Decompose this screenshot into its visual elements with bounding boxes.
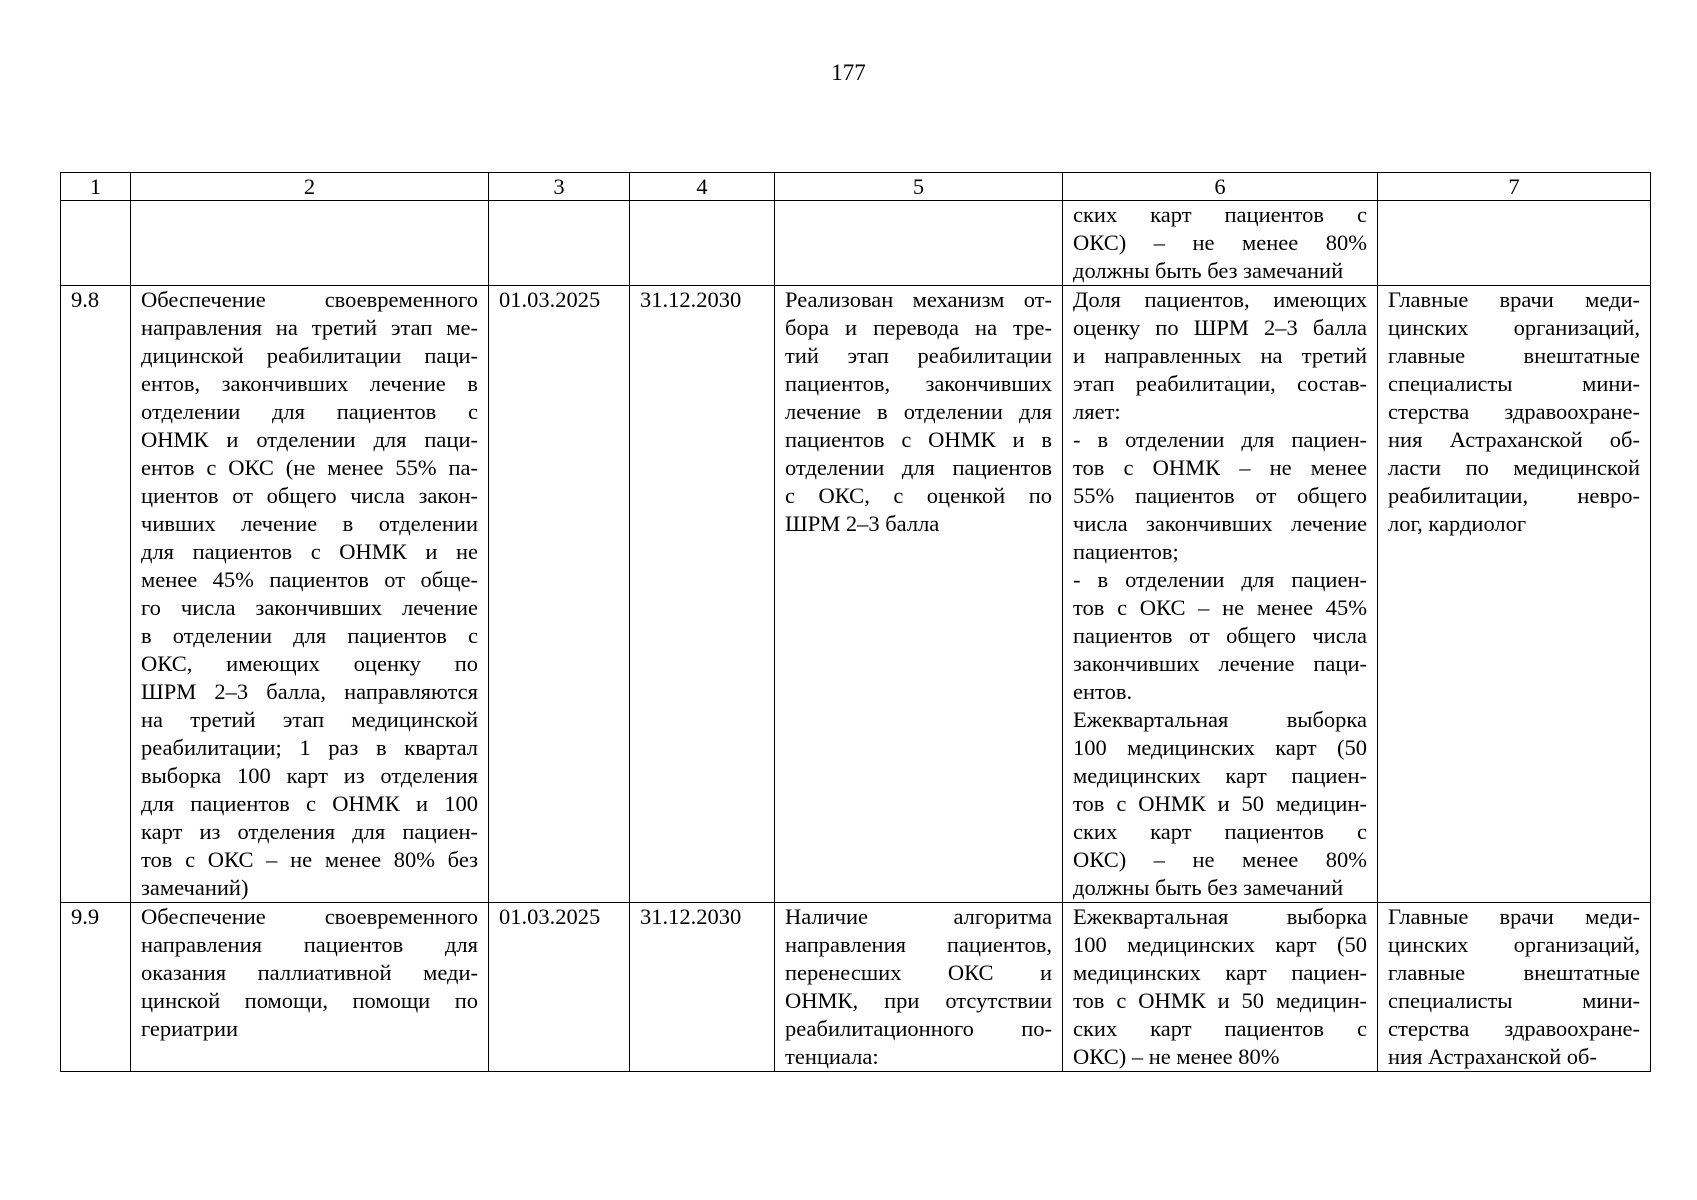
text-line: направления пациентов для [141,932,478,957]
text-line: Ежеквартальная выборка [1073,904,1367,929]
text-line: 100 медицинских карт (50 [1073,932,1367,957]
text-line: пациентов от общего числа [1073,623,1367,648]
text-line: лог, кардиолог [1388,511,1527,536]
text-line: пациентов, закончивших [785,371,1052,396]
text-line: ласти по медицинской [1388,455,1640,480]
text-line: менее 45% пациентов от обще- [141,567,478,592]
text-line: Обеспечение своевременного [141,904,478,929]
text-line: оказания паллиативной меди- [141,960,478,985]
control-indicator [1063,286,1378,903]
end-date: 31.12.2030 [630,903,775,1072]
text-line: тов с ОНМК – не менее [1073,455,1367,480]
control-indicator [1063,903,1378,1072]
text-line: медицинских карт пациен- [1073,763,1367,788]
continuation-cell-5 [775,201,1063,286]
text-line: лечение в отделении для [785,399,1052,424]
text-line: отделении для пациентов [785,455,1052,480]
table-row [61,286,1651,903]
continuation-cell-1 [61,201,131,286]
expected-result [775,286,1063,903]
text-line: ских карт пациентов с [1073,1016,1367,1041]
text-line: Ежеквартальная выборка [1073,707,1367,732]
column-number-5: 5 [775,173,1063,201]
text-line: Доля пациентов, имеющих [1073,287,1367,312]
end-date: 31.12.2030 [630,286,775,903]
column-number-row [61,173,1651,201]
text-line: го числа закончивших лечение [141,595,478,620]
text-line: должны быть без замечаний [1073,258,1344,283]
text-line: отделении для пациентов с [141,399,478,424]
text-line: ОНМК и отделении для паци- [141,427,478,452]
text-line: тов с ОНМК и 50 медицин- [1073,791,1367,816]
continuation-indicator-cell [1063,201,1378,286]
text-line: Главные врачи меди- [1388,287,1640,312]
text-line: должны быть без замечаний [1073,875,1344,900]
column-number-6: 6 [1063,173,1378,201]
text-line: этап реабилитации, состав- [1073,371,1367,396]
text-line: тенциала: [785,1044,879,1069]
text-line: бора и перевода на тре- [785,315,1052,340]
text-line: ских карт пациентов с [1073,202,1367,227]
text-line: 55% пациентов от общего [1073,483,1367,508]
text-line: дицинской реабилитации паци- [141,343,478,368]
text-line: Реализован механизм от- [785,287,1052,312]
continuation-row [61,201,1651,286]
text-line: ских карт пациентов с [1073,819,1367,844]
text-line: гериатрии [141,1016,239,1041]
text-line: тов с ОКС – не менее 80% без [141,847,478,872]
text-line: закончивших лечение паци- [1073,651,1367,676]
text-line: ОКС) – не менее 80% [1073,230,1367,255]
start-date: 01.03.2025 [489,286,630,903]
text-line: ОКС) – не менее 80% [1073,1044,1280,1069]
text-line: ляет: [1073,399,1121,424]
text-line: для пациентов с ОНМК и не [141,539,478,564]
text-line: реабилитации, невро- [1388,483,1640,508]
text-line: с ОКС, с оценкой по [785,483,1052,508]
text-line: ентов, закончивших лечение в [141,371,478,396]
item-number: 9.9 [61,903,131,1072]
text-line: ния Астраханской об- [1388,427,1640,452]
text-line: ШРМ 2–3 балла [785,511,940,536]
column-number-2: 2 [131,173,489,201]
text-line: Обеспечение своевременного [141,287,478,312]
item-description [131,903,489,1072]
text-line: цинских организаций, [1388,315,1640,340]
text-line: - в отделении для пациен- [1073,567,1367,592]
text-line: ШРМ 2–3 балла, направляются [141,679,478,704]
text-line: ОНМК, при отсутствии [785,988,1052,1013]
item-number: 9.8 [61,286,131,903]
plan-table [60,172,1651,1072]
text-line: 100 медицинских карт (50 [1073,735,1367,760]
start-date: 01.03.2025 [489,903,630,1072]
text-line: стерства здравоохране- [1388,1016,1640,1041]
continuation-cell-2 [131,201,489,286]
text-line: тий этап реабилитации [785,343,1052,368]
text-line: для пациентов с ОНМК и 100 [141,791,478,816]
column-number-3: 3 [489,173,630,201]
responsible-persons [1378,903,1651,1072]
text-line: главные внештатные [1388,343,1640,368]
continuation-cell-3 [489,201,630,286]
text-line: и направленных на третий [1073,343,1367,368]
text-line: направления на третий этап ме- [141,315,478,340]
text-line: цинской помощи, помощи по [141,988,478,1013]
text-line: стерства здравоохране- [1388,399,1640,424]
text-line: реабилитационного по- [785,1016,1052,1041]
text-line: реабилитации; 1 раз в квартал [141,735,478,760]
text-line: тов с ОКС – не менее 45% [1073,595,1367,620]
text-line: специалисты мини- [1388,988,1640,1013]
text-line: тов с ОНМК и 50 медицин- [1073,988,1367,1013]
text-line: циентов от общего числа закон- [141,483,478,508]
text-line: направления пациентов, [785,932,1052,957]
text-line: цинских организаций, [1388,932,1640,957]
text-line: ентов с ОКС (не менее 55% па- [141,455,478,480]
text-line: специалисты мини- [1388,371,1640,396]
column-number-1: 1 [61,173,131,201]
text-line: пациентов; [1073,539,1179,564]
text-line: Главные врачи меди- [1388,904,1640,929]
responsible-persons [1378,286,1651,903]
page-number: 177 [831,60,866,85]
text-line: медицинских карт пациен- [1073,960,1367,985]
item-description [131,286,489,903]
text-line: карт из отделения для пациен- [141,819,478,844]
text-line: пациентов с ОНМК и в [785,427,1052,452]
text-line: ентов. [1073,679,1133,704]
text-line: замечаний) [141,875,249,900]
text-line: ния Астраханской об- [1388,1044,1597,1069]
text-line: выборка 100 карт из отделения [141,763,478,788]
text-line: ОКС) – не менее 80% [1073,847,1367,872]
column-number-4: 4 [630,173,775,201]
text-line: в отделении для пациентов с [141,623,478,648]
text-line: на третий этап медицинской [141,707,478,732]
text-line: оценку по ШРМ 2–3 балла [1073,315,1367,340]
column-number-7: 7 [1378,173,1651,201]
continuation-cell-7 [1378,201,1651,286]
text-line: ОКС, имеющих оценку по [141,651,478,676]
text-line: перенесших ОКС и [785,960,1052,985]
text-line: главные внештатные [1388,960,1640,985]
text-line: чивших лечение в отделении [141,511,478,536]
table-row [61,903,1651,1072]
text-line: числа закончивших лечение [1073,511,1367,536]
continuation-cell-4 [630,201,775,286]
expected-result [775,903,1063,1072]
text-line: - в отделении для пациен- [1073,427,1367,452]
text-line: Наличие алгоритма [785,904,1052,929]
